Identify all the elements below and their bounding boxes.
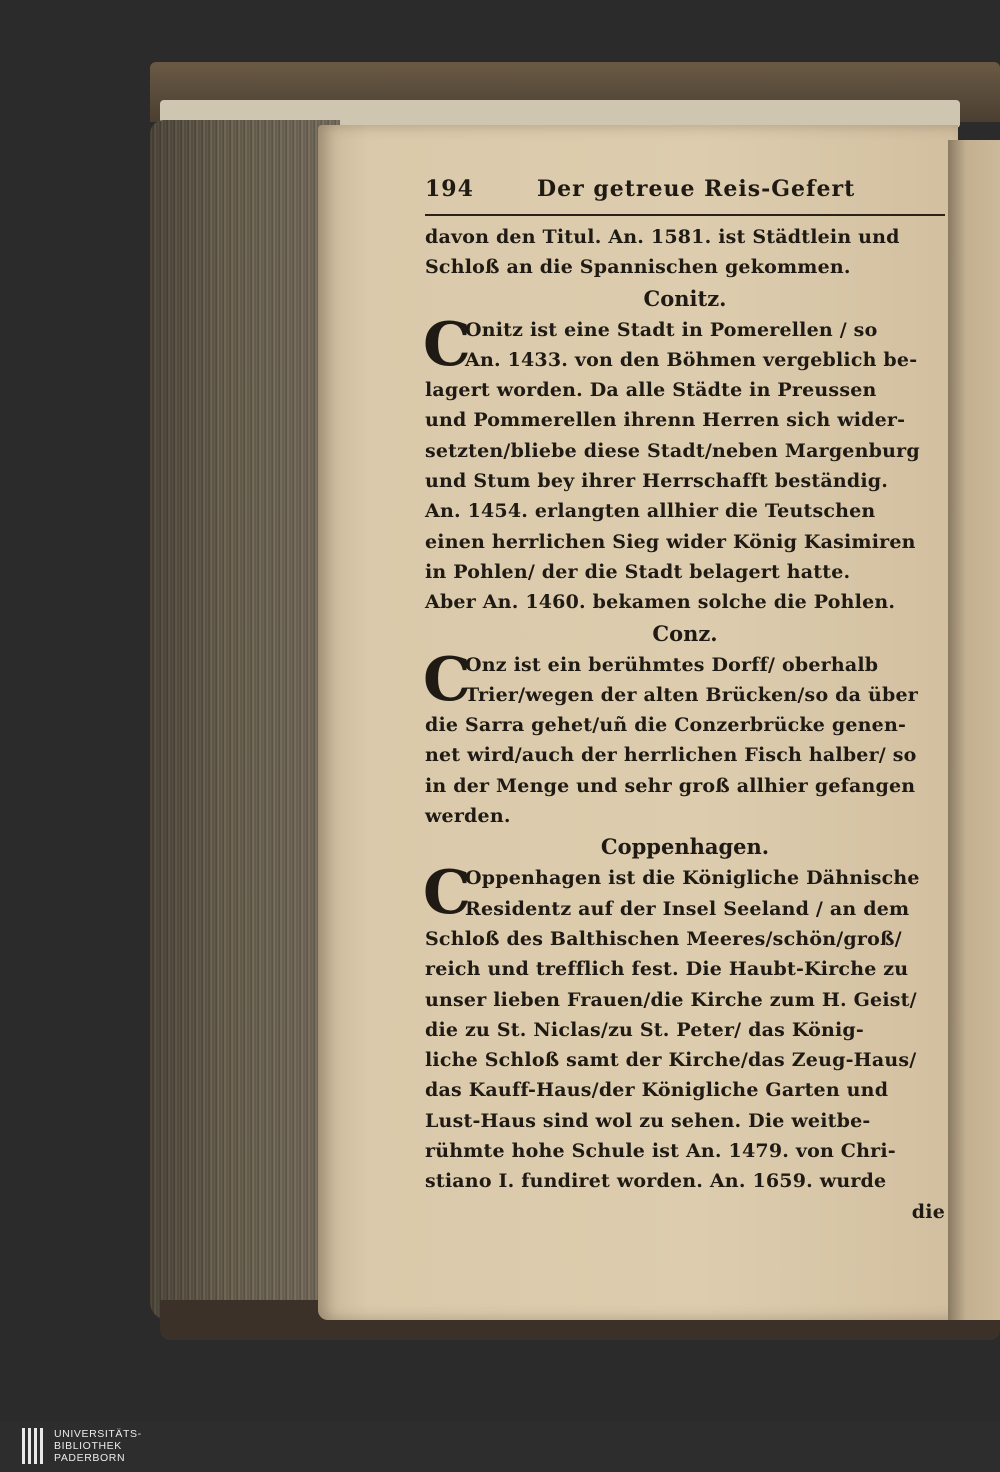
text-line: und Stum bey ihrer Herrschafft beständig. (425, 470, 889, 493)
entry-heading-conz: Conz. (652, 620, 718, 646)
text-line: Onz ist ein berühmtes Dorff/ oberhalb (465, 653, 879, 676)
text-line: liche Schloß samt der Kirche/das Zeug-Haus/ (425, 1049, 917, 1072)
text-line: stiano I. fundiret worden. An. 1659. wurde (425, 1170, 887, 1193)
entry-conz (423, 644, 955, 832)
text-line: Onitz ist eine Stadt in Pomerellen / so (465, 318, 878, 341)
text-line: lagert worden. Da alle Städte in Preussen (425, 379, 877, 402)
entry-coppenhagen (423, 858, 955, 1227)
logo-line: PADERBORN (54, 1452, 126, 1464)
drop-initial: C (423, 858, 471, 929)
text-line: Schloß des Balthischen Meeres/schön/groß/ (425, 927, 902, 950)
text-line: einen herrlichen Sieg wider König Kasimiren (425, 530, 916, 553)
facing-page-edge (948, 140, 1000, 1320)
text-line: reich und trefflich fest. Die Haubt-Kirche zu (425, 958, 909, 981)
text-line: die Sarra gehet/uñ die Conzerbrücke genen- (425, 714, 907, 737)
text-line: Schloß an die Spannischen gekommen. (425, 256, 851, 279)
drop-initial: C (423, 309, 471, 380)
text-line: net wird/auch der herrlichen Fisch halber/ so (425, 744, 917, 767)
library-logo (54, 1428, 142, 1464)
library-footer (0, 1422, 1000, 1472)
text-line: in der Menge und sehr groß allhier gefangen (425, 774, 916, 797)
entry-heading-coppenhagen: Coppenhagen. (600, 834, 770, 860)
text-line: Oppenhagen ist die Königliche Dähnische (465, 867, 920, 890)
library-bars-icon (22, 1428, 48, 1464)
text-line: werden. (425, 805, 511, 828)
text-line: unser lieben Frauen/die Kirche zum H. Geist/ (425, 988, 917, 1011)
text-line: Trier/wegen der alten Brücken/so da über (465, 683, 918, 706)
text-line: und Pommerellen ihrenn Herren sich wider- (425, 409, 906, 432)
text-line: rühmte hohe Schule ist An. 1479. von Chri- (425, 1140, 896, 1163)
intro-paragraph (425, 222, 955, 283)
catchword: die (911, 1200, 945, 1223)
text-line: in Pohlen/ der die Stadt belagert hatte. (425, 560, 851, 583)
logo-line: UNIVERSITÄTS- (54, 1428, 142, 1440)
text-line: Aber An. 1460. bekamen solche die Pohlen. (425, 591, 896, 614)
text-line: An. 1454. erlangten allhier die Teutschen (425, 500, 876, 523)
drop-initial: C (423, 644, 471, 715)
page-header (425, 172, 955, 208)
page-text (425, 172, 955, 1227)
running-head: Der getreue Reis-Gefert (537, 176, 856, 202)
text-line: das Kauff-Haus/der Königliche Garten und (425, 1079, 889, 1102)
entry-heading-conitz: Conitz. (643, 285, 727, 311)
text-line: die zu St. Niclas/zu St. Peter/ das König- (425, 1018, 864, 1041)
logo-line: BIBLIOTHEK (54, 1440, 122, 1452)
page-block-edges (150, 120, 340, 1320)
entry-conitz (423, 309, 955, 618)
header-rule (425, 214, 945, 216)
text-line: An. 1433. von den Böhmen vergeblich be- (465, 348, 918, 371)
text-line: Lust-Haus sind wol zu sehen. Die weitbe- (425, 1109, 871, 1132)
page-number: 194 (425, 176, 474, 202)
text-line: davon den Titul. An. 1581. ist Städtlein und (425, 226, 900, 248)
text-line: Residentz auf der Insel Seeland / an dem (465, 897, 910, 920)
text-line: setzten/bliebe diese Stadt/neben Margenburg (425, 439, 920, 462)
